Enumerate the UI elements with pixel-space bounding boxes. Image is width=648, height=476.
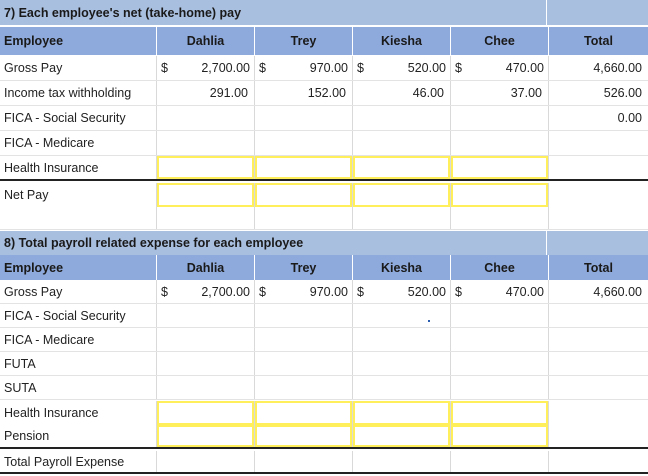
health-dahlia-input-cell[interactable] — [157, 401, 255, 425]
currency-symbol: $ — [259, 61, 266, 75]
health-chee-input-cell[interactable] — [451, 401, 549, 425]
med-trey-cell[interactable] — [255, 131, 353, 155]
suta-total-cell[interactable] — [549, 376, 648, 399]
blank-cell[interactable] — [255, 207, 353, 229]
section8-health-row — [0, 401, 648, 425]
section8-total-row — [0, 451, 648, 474]
stray-dot-mark — [428, 320, 430, 322]
header-total[interactable]: Total — [584, 260, 613, 275]
health-trey-input-cell[interactable] — [255, 156, 353, 179]
row-label[interactable]: Gross Pay — [0, 280, 157, 303]
row-label[interactable]: SUTA — [0, 376, 157, 399]
futa-dahlia-cell[interactable] — [157, 352, 255, 375]
pension-total-cell[interactable] — [549, 425, 648, 447]
row-label[interactable]: Health Insurance — [0, 401, 157, 425]
suta-chee-cell[interactable] — [451, 376, 549, 399]
section7-header-row — [0, 27, 648, 55]
pension-chee-input-cell[interactable] — [451, 425, 549, 447]
cell-value: 470.00 — [505, 284, 544, 299]
med-chee-cell[interactable] — [451, 131, 549, 155]
health-total-cell[interactable] — [549, 401, 648, 425]
currency-symbol: $ — [259, 284, 266, 299]
header-trey[interactable]: Trey — [255, 255, 353, 280]
row-label[interactable]: FICA - Social Security — [0, 304, 157, 327]
net-total-cell[interactable] — [549, 183, 648, 207]
blank-cell[interactable] — [353, 207, 451, 229]
header-employee[interactable]: Employee — [0, 255, 157, 280]
section7-fica-ss-row — [0, 106, 648, 131]
suta-kiesha-cell[interactable] — [353, 376, 451, 399]
blank-cell[interactable] — [549, 207, 648, 229]
pension-trey-input-cell[interactable] — [255, 425, 353, 447]
med-total-cell[interactable] — [549, 131, 648, 155]
cell-value: 520.00 — [407, 284, 446, 299]
cell-value: 2,700.00 — [201, 284, 250, 299]
section8-pension-row — [0, 425, 648, 449]
health-trey-input-cell[interactable] — [255, 401, 353, 425]
ss-kiesha-cell[interactable] — [353, 106, 451, 130]
tax-trey-cell[interactable]: 152.00 — [255, 81, 353, 105]
gross-dahlia-cell[interactable] — [157, 280, 255, 303]
gross-dahlia-cell[interactable] — [157, 56, 255, 80]
cell-value: 970.00 — [309, 284, 348, 299]
cell-value: 470.00 — [505, 61, 544, 75]
gross-chee-cell[interactable] — [451, 56, 549, 80]
row-label[interactable]: FICA - Medicare — [0, 328, 157, 351]
med-trey-cell[interactable] — [255, 328, 353, 351]
section8-header-row — [0, 255, 648, 280]
med-kiesha-cell[interactable] — [353, 328, 451, 351]
cell-value: 520.00 — [407, 61, 446, 75]
health-dahlia-input-cell[interactable] — [157, 156, 255, 179]
section8-gross-pay-row — [0, 280, 648, 304]
section8-futa-row — [0, 352, 648, 376]
row-label[interactable]: Gross Pay — [0, 56, 157, 80]
total-chee-cell[interactable] — [451, 451, 549, 472]
header-dahlia[interactable]: Dahlia — [157, 27, 255, 55]
currency-symbol: $ — [161, 61, 168, 75]
ss-total-cell[interactable]: 0.00 — [617, 111, 642, 125]
section7-fica-medicare-row — [0, 131, 648, 156]
tax-total-cell[interactable]: 526.00 — [603, 86, 642, 100]
futa-chee-cell[interactable] — [451, 352, 549, 375]
gross-total-cell[interactable]: 4,660.00 — [593, 284, 642, 299]
total-dahlia-cell[interactable] — [157, 451, 255, 472]
blank-cell[interactable] — [0, 207, 157, 229]
total-total-cell[interactable] — [549, 451, 648, 472]
section8-fica-medicare-row — [0, 328, 648, 352]
header-chee[interactable]: Chee — [451, 27, 549, 55]
section7-net-pay-row — [0, 183, 648, 207]
section8-title-row — [0, 231, 648, 255]
section8-fica-ss-row — [0, 304, 648, 328]
section8-title[interactable]: 8) Total payroll related expense for each employee — [0, 231, 547, 255]
ss-trey-cell[interactable] — [255, 304, 353, 327]
header-trey[interactable]: Trey — [255, 27, 353, 55]
section8-title-end-cell[interactable] — [547, 231, 648, 255]
med-dahlia-cell[interactable] — [157, 131, 255, 155]
health-kiesha-input-cell[interactable] — [353, 156, 451, 179]
ss-dahlia-cell[interactable] — [157, 106, 255, 130]
med-kiesha-cell[interactable] — [353, 131, 451, 155]
net-chee-input-cell[interactable] — [451, 183, 549, 207]
tax-dahlia-cell[interactable]: 291.00 — [157, 81, 255, 105]
gross-chee-cell[interactable] — [451, 280, 549, 303]
futa-trey-cell[interactable] — [255, 352, 353, 375]
ss-trey-cell[interactable] — [255, 106, 353, 130]
ss-chee-cell[interactable] — [451, 106, 549, 130]
health-total-cell[interactable] — [549, 156, 648, 179]
row-label[interactable]: Total Payroll Expense — [0, 451, 157, 472]
section7-income-tax-row — [0, 81, 648, 106]
row-label[interactable]: FICA - Medicare — [0, 131, 157, 155]
gross-total-cell[interactable]: 4,660.00 — [593, 61, 642, 75]
gross-kiesha-cell[interactable] — [353, 280, 451, 303]
pension-kiesha-input-cell[interactable] — [353, 425, 451, 447]
blank-cell[interactable] — [157, 207, 255, 229]
header-kiesha[interactable]: Kiesha — [353, 255, 451, 280]
section7-health-row — [0, 156, 648, 181]
section7-title-end-cell[interactable] — [547, 0, 648, 25]
med-total-cell[interactable] — [549, 328, 648, 351]
total-kiesha-cell[interactable] — [353, 451, 451, 472]
tax-kiesha-cell[interactable]: 46.00 — [353, 81, 451, 105]
header-total[interactable]: Total — [584, 34, 613, 48]
currency-symbol: $ — [161, 284, 168, 299]
currency-symbol: $ — [455, 284, 462, 299]
row-label[interactable]: Net Pay — [0, 183, 157, 207]
row-label[interactable]: Pension — [0, 425, 157, 447]
section7-title-row — [0, 0, 648, 25]
futa-total-cell[interactable] — [549, 352, 648, 375]
ss-total-cell[interactable] — [549, 304, 648, 327]
blank-row — [0, 207, 648, 230]
gross-trey-cell[interactable] — [255, 280, 353, 303]
gross-kiesha-cell[interactable] — [353, 56, 451, 80]
row-label[interactable]: Health Insurance — [0, 156, 157, 179]
currency-symbol: $ — [357, 61, 364, 75]
total-trey-cell[interactable] — [255, 451, 353, 472]
net-kiesha-input-cell[interactable] — [353, 183, 451, 207]
currency-symbol: $ — [357, 284, 364, 299]
header-dahlia[interactable]: Dahlia — [157, 255, 255, 280]
blank-cell[interactable] — [451, 207, 549, 229]
section8-suta-row — [0, 376, 648, 400]
row-label[interactable]: FUTA — [0, 352, 157, 375]
futa-kiesha-cell[interactable] — [353, 352, 451, 375]
gross-trey-cell[interactable] — [255, 56, 353, 80]
suta-dahlia-cell[interactable] — [157, 376, 255, 399]
row-label[interactable]: Income tax withholding — [0, 81, 157, 105]
net-trey-input-cell[interactable] — [255, 183, 353, 207]
cell-value: 2,700.00 — [201, 61, 250, 75]
pension-dahlia-input-cell[interactable] — [157, 425, 255, 447]
header-kiesha[interactable]: Kiesha — [353, 27, 451, 55]
section7-gross-pay-row — [0, 56, 648, 81]
cell-value: 970.00 — [309, 61, 348, 75]
ss-kiesha-cell[interactable] — [353, 304, 451, 327]
tax-chee-cell[interactable]: 37.00 — [451, 81, 549, 105]
suta-trey-cell[interactable] — [255, 376, 353, 399]
net-dahlia-input-cell[interactable] — [157, 183, 255, 207]
header-employee[interactable]: Employee — [0, 27, 157, 55]
row-label[interactable]: FICA - Social Security — [0, 106, 157, 130]
ss-chee-cell[interactable] — [451, 304, 549, 327]
currency-symbol: $ — [455, 61, 462, 75]
header-chee[interactable]: Chee — [451, 255, 549, 280]
ss-dahlia-cell[interactable] — [157, 304, 255, 327]
section7-title[interactable]: 7) Each employee's net (take-home) pay — [0, 0, 547, 25]
health-kiesha-input-cell[interactable] — [353, 401, 451, 425]
med-chee-cell[interactable] — [451, 328, 549, 351]
health-chee-input-cell[interactable] — [451, 156, 549, 179]
med-dahlia-cell[interactable] — [157, 328, 255, 351]
